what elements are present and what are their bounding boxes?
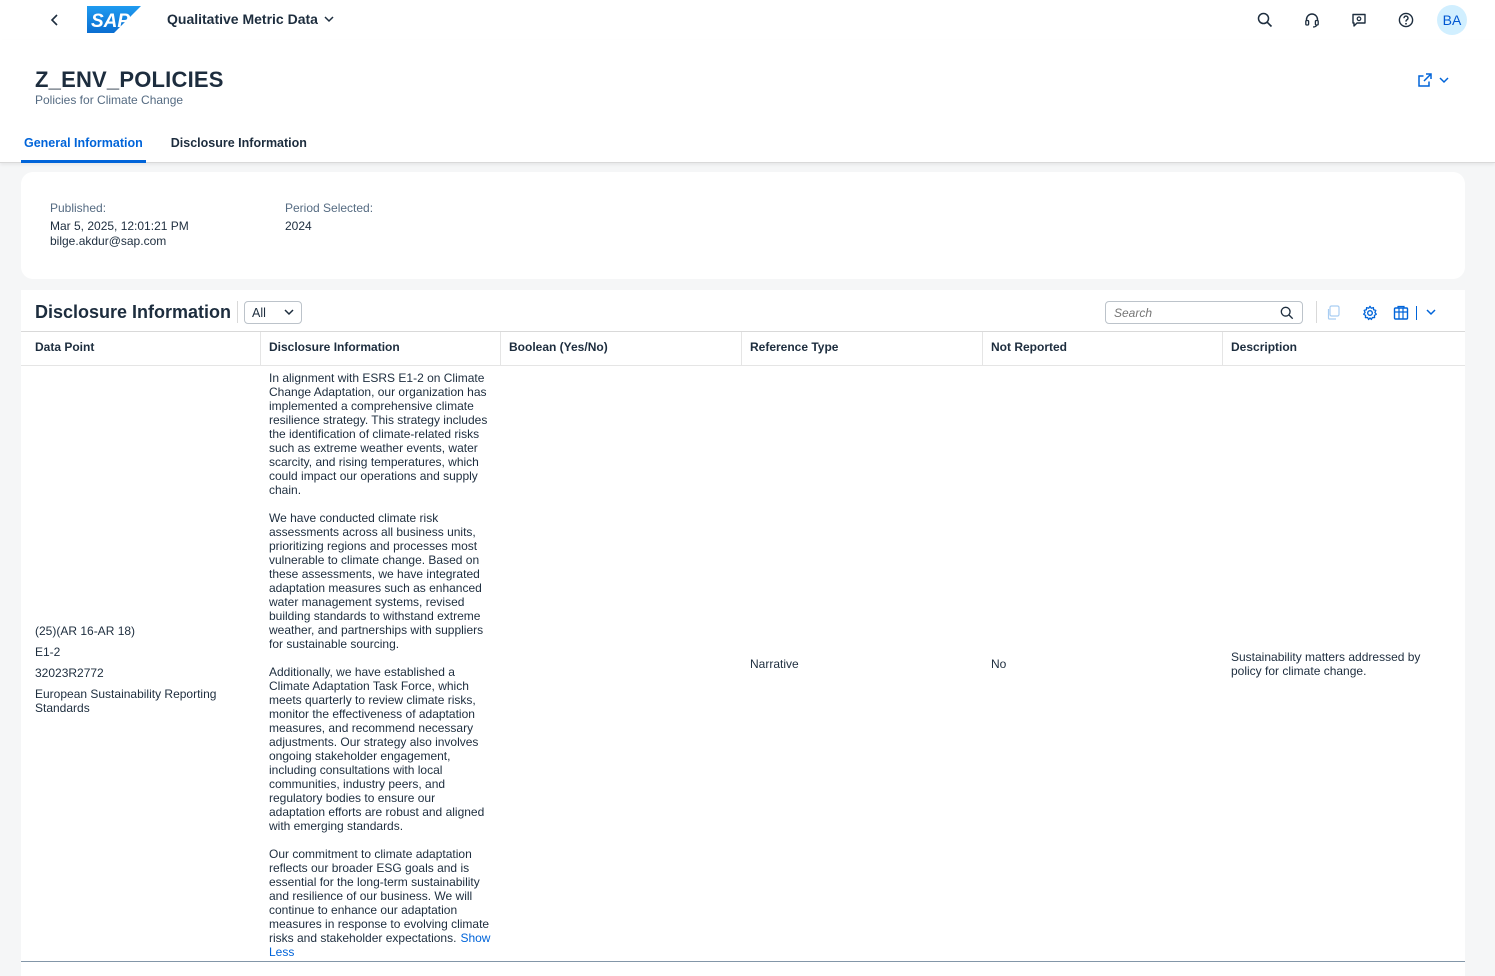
share-button[interactable]	[1417, 72, 1449, 88]
data-point-standard: European Sustainability Reporting Standards	[35, 686, 217, 715]
disclosure-paragraph-last	[269, 847, 494, 959]
table-title: Disclosure Information	[35, 302, 232, 322]
toolbar-separator	[237, 301, 238, 323]
object-header	[0, 40, 1495, 163]
search-button[interactable]	[1249, 5, 1281, 35]
table-row[interactable]	[21, 366, 1465, 962]
data-point-cell	[21, 366, 261, 961]
period-label: Period Selected:	[285, 201, 374, 215]
export-icon	[1393, 305, 1409, 321]
disclosure-paragraph: We have conducted climate risk assessments across all business units, prioritizing regions and processes most vulnerable to climate change. Based on these assessments, we have integrated adaptation measures such as enhanced water management systems, revised building standards to withstand extreme weather, and partnerships with suppliers for sustainable sourcing.	[269, 511, 484, 651]
back-button[interactable]	[44, 9, 66, 31]
table-search[interactable]	[1105, 301, 1303, 324]
general-information-card	[21, 172, 1465, 279]
app-title-menu[interactable]	[167, 11, 334, 27]
disclosure-table	[21, 332, 1465, 962]
column-header-data-point[interactable]: Data Point	[21, 332, 261, 366]
settings-icon	[1362, 305, 1378, 321]
search-icon[interactable]	[1280, 306, 1294, 320]
avatar-initials: BA	[1442, 12, 1462, 28]
column-header-description[interactable]: Description	[1231, 340, 1298, 354]
shell-bar	[0, 0, 1495, 40]
disclosure-paragraph: Additionally, we have established a Climate Adaptation Task Force, which meets quarterly to review climate risks, monitor the effectiveness of adaptation measures, and recommend necessary adjustments. Our strategy also involves ongoing stakeholder engagement, including consultations with local communities, industry peers, and regulatory bodies to ensure our adaptation efforts are robust and aligned with emerging standards.	[269, 665, 485, 833]
sap-logo[interactable]	[87, 6, 141, 33]
app-title: Qualitative Metric Data	[167, 11, 318, 27]
copy-button[interactable]	[1320, 300, 1346, 325]
toolbar-separator	[1316, 301, 1317, 323]
export-divider	[1416, 306, 1417, 320]
page-subtitle: Policies for Climate Change	[35, 93, 184, 107]
column-header-reference-type[interactable]: Reference Type	[742, 332, 983, 366]
page-title: Z_ENV_POLICIES	[35, 67, 224, 92]
published-block	[50, 201, 189, 250]
tab-general-information[interactable]: General Information	[21, 130, 146, 163]
data-point-paragraph: (25)(AR 16-AR 18)	[35, 623, 136, 638]
copy-icon	[1326, 305, 1340, 320]
filter-select[interactable]	[244, 301, 302, 324]
table-settings-button[interactable]	[1357, 300, 1383, 325]
filter-select-value: All	[252, 305, 266, 320]
published-by: bilge.akdur@sap.com	[50, 234, 167, 248]
reference-type-cell: Narrative	[750, 656, 799, 671]
feedback-button[interactable]	[1343, 5, 1375, 35]
support-button[interactable]	[1296, 5, 1328, 35]
not-reported-cell: No	[991, 656, 1007, 671]
table-header-row	[21, 332, 1465, 366]
disclosure-paragraph: In alignment with ESRS E1-2 on Climate Change Adaptation, our organization has implemented a comprehensive climate resilience strategy. This strategy includes the identification of climate-related risks such as extreme weather events, water scarcity, and rising temperatures, which could impact our operations and supply chain.	[269, 371, 488, 497]
help-button[interactable]	[1390, 5, 1422, 35]
column-header-not-reported[interactable]: Not Reported	[983, 332, 1223, 366]
logo-text: SAP	[91, 11, 131, 32]
search-input[interactable]	[1114, 306, 1280, 320]
export-button[interactable]	[1393, 300, 1453, 325]
search-icon	[1257, 12, 1273, 28]
published-date: Mar 5, 2025, 12:01:21 PM	[50, 218, 189, 233]
back-icon	[49, 14, 61, 26]
feedback-icon	[1351, 12, 1367, 28]
disclosure-paragraph-text: Our commitment to climate adaptation reflects our broader ESG goals and is essential for the long-term sustainability and resilience of our business. We will continue to enhance our adaptation measures in response to evolving climate risks and stakeholder expectations.	[269, 847, 490, 945]
column-header-disclosure-information[interactable]: Disclosure Information	[261, 332, 501, 366]
disclosure-table-section	[21, 290, 1465, 976]
tab-bar	[21, 130, 332, 163]
boolean-cell	[501, 366, 742, 961]
tab-disclosure-information[interactable]: Disclosure Information	[170, 136, 307, 150]
chevron-down-icon	[324, 16, 334, 23]
description-cell: Sustainability matters addressed by policy for climate change.	[1231, 649, 1421, 678]
avatar[interactable]	[1437, 5, 1467, 35]
chevron-down-icon	[284, 309, 294, 316]
column-header-boolean[interactable]: Boolean (Yes/No)	[501, 332, 742, 366]
chevron-down-icon	[1439, 77, 1449, 84]
headset-icon	[1304, 12, 1320, 28]
published-label: Published:	[50, 201, 107, 215]
chevron-down-icon[interactable]	[1426, 309, 1436, 316]
disclosure-information-cell	[261, 366, 501, 961]
show-less-link[interactable]: Show Less	[269, 931, 491, 959]
period-block	[285, 201, 373, 234]
data-point-code: E1-2	[35, 644, 61, 659]
data-point-regulation: 32023R2772	[35, 665, 104, 680]
period-value: 2024	[285, 218, 312, 233]
help-icon	[1398, 12, 1414, 28]
share-icon	[1417, 72, 1433, 88]
table-toolbar	[21, 290, 1465, 332]
